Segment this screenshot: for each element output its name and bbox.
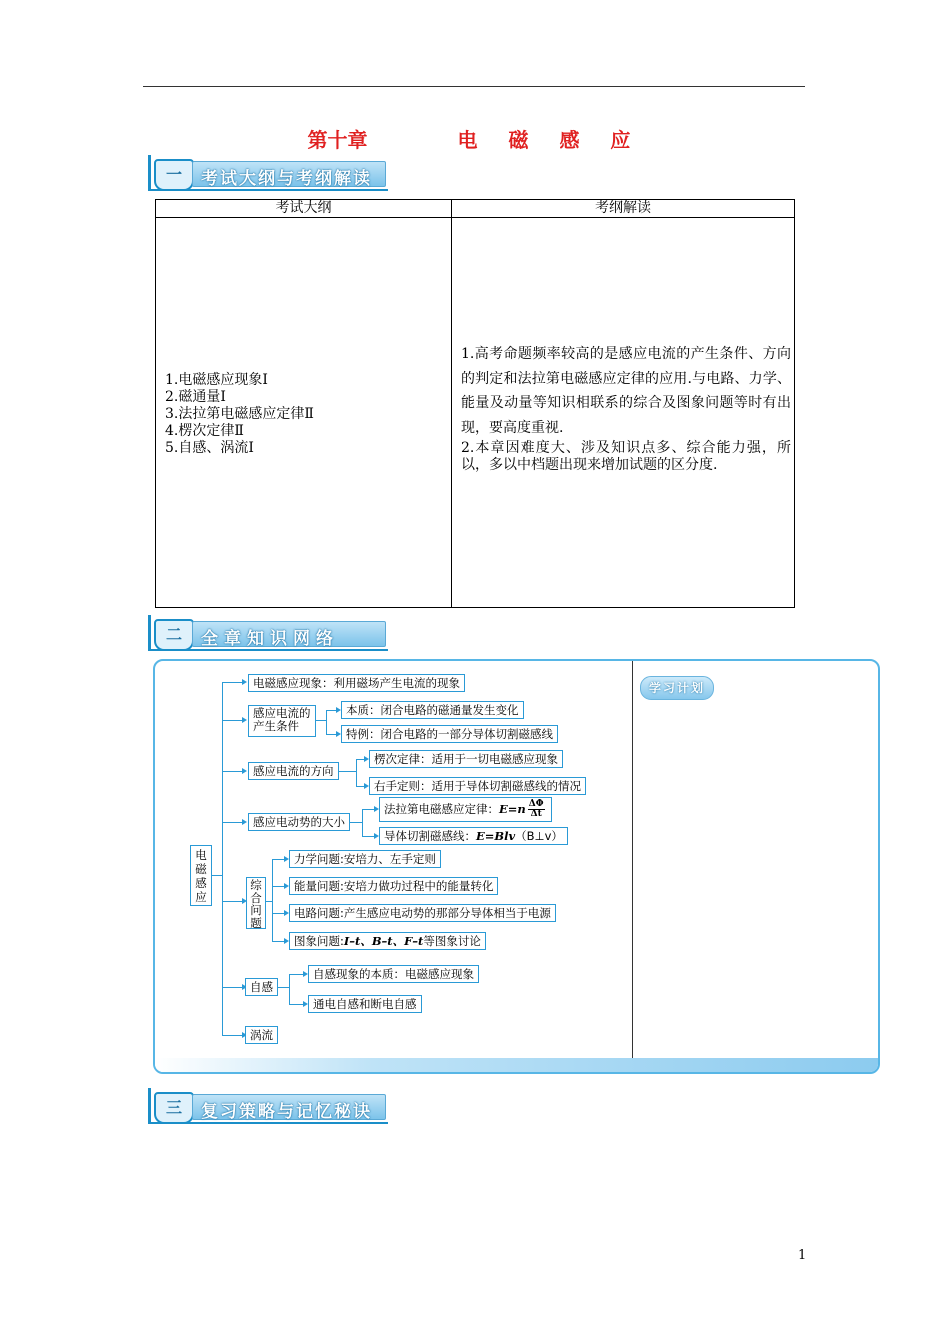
outline-item: 5.自感、涡流Ⅰ <box>165 440 254 456</box>
node-self-induction: 自感 <box>245 978 278 996</box>
node-root: 电磁感应 <box>190 845 212 906</box>
chapter-number: 第十章 <box>307 128 368 152</box>
node-self-induction-types: 通电自感和断电自感 <box>308 995 422 1013</box>
book-icon: 三 <box>154 1092 194 1124</box>
section-title: 考试大纲与考纲解读 <box>201 169 372 189</box>
outline-item: 2.磁通量Ⅰ <box>165 389 226 405</box>
outline-item: 1.电磁感应现象Ⅰ <box>165 372 268 388</box>
interpretation-paragraph: 2.本章因难度大、涉及知识点多、综合能力强，所以，多以中档题出现来增加试题的区分度. <box>461 440 791 473</box>
page-number: 1 <box>798 1248 807 1263</box>
node-phenomenon: 电磁感应现象：利用磁场产生电流的现象 <box>248 674 465 692</box>
section-banner-2 <box>148 615 388 651</box>
book-icon: 一 <box>154 159 194 191</box>
interpretation-paragraph: 1.高考命题频率较高的是感应电流的产生条件、方向的判定和法拉第电磁感应定律的应用.与电路、力学、能量及动量等知识相联系的综合及图象问题等时有出现，要高度重视. <box>461 346 791 436</box>
book-icon: 二 <box>154 619 194 651</box>
node-current-condition: 感应电流的产生条件 <box>248 705 316 737</box>
chapter-name: 电 磁 感 应 <box>457 128 643 152</box>
section-title: 全章知识网络 <box>201 629 339 649</box>
header-interpretation: 考纲解读 <box>595 200 651 216</box>
interpretation-text <box>461 342 791 474</box>
section-banner-1 <box>148 155 388 191</box>
node-essence: 本质：闭合电路的磁通量发生变化 <box>341 701 524 719</box>
section-banner-3 <box>148 1088 388 1124</box>
node-special-case: 特例：闭合电路的一部分导体切割磁感线 <box>341 725 558 743</box>
node-faraday-law: 法拉第电磁感应定律：E=n $\frac{\Delta\Phi}{\Delta t}$ <box>379 797 552 822</box>
header-outline: 考试大纲 <box>275 200 332 216</box>
node-self-induction-essence: 自感现象的本质：电磁感应现象 <box>308 965 479 983</box>
node-comprehensive: 综合问题 <box>246 877 266 929</box>
node-mechanics: 力学问题:安培力、左手定则 <box>289 850 441 868</box>
node-circuit: 电路问题:产生感应电动势的那部分导体相当于电源 <box>289 904 556 922</box>
chapter-title <box>0 124 950 153</box>
header-rule <box>143 86 805 87</box>
node-right-hand-rule: 右手定则：适用于导体切割磁感线的情况 <box>369 777 586 795</box>
outline-item: 4.楞次定律Ⅱ <box>165 423 244 439</box>
outline-item: 3.法拉第电磁感应定律Ⅱ <box>165 406 314 422</box>
section-title: 复习策略与记忆秘诀 <box>201 1102 372 1122</box>
node-eddy-current: 涡流 <box>245 1026 278 1044</box>
study-plan-badge: 学习计划 <box>640 676 714 700</box>
node-energy: 能量问题:安培力做功过程中的能量转化 <box>289 877 498 895</box>
node-graph: 图象问题:I–t、B–t、F–t等图象讨论 <box>289 932 486 950</box>
node-cutting-emf: 导体切割磁感线：E=Blv（B⊥v） <box>379 827 568 845</box>
node-current-direction: 感应电流的方向 <box>248 762 339 780</box>
node-emf-magnitude: 感应电动势的大小 <box>248 813 350 831</box>
node-lenz-law: 楞次定律：适用于一切电磁感应现象 <box>369 750 563 768</box>
exam-table <box>155 199 795 608</box>
outline-list <box>165 372 314 457</box>
